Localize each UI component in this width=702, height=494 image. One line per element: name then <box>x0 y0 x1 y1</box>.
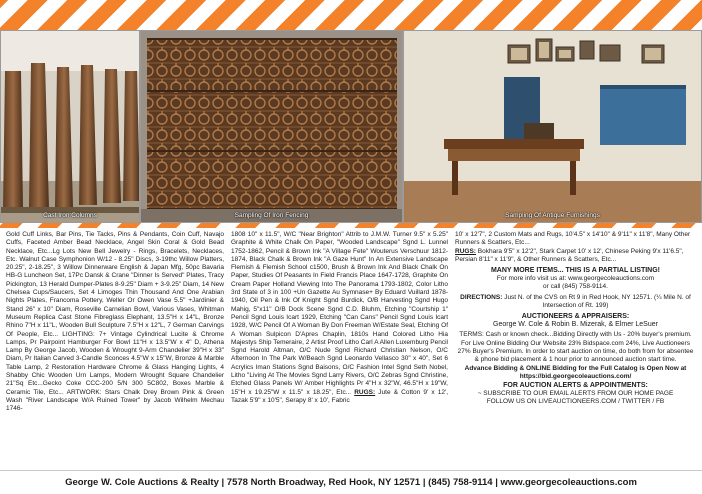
directions-paragraph <box>455 294 696 311</box>
directions-label: DIRECTIONS: <box>460 293 503 301</box>
alerts-follow-line: FOLLOW US ON LIVEAUCTIONEERS.COM / TWITTER / FB <box>486 398 665 406</box>
listing-column-3 <box>452 228 702 470</box>
artwork-listing-text: 1808 10" x 11.5", W/C "Near Brighton" Attrib to J.M.W. Turner 9.5" x 5.25" Graphite & White Chalk On Paper, "Wooded Landscape" Sgnd L. Lunnel 1752-1862, Pencil & Brown Ink "A Village Fete" Wouterus Verschuur 1812-1874, Black Chalk & Brown Ink "A Gaze Hunt" In An Extensive Landscape Flemish & Flemish School c1500, Brush & Brown Ink And Black Chalk On Paper, Studies Of Peasants In Field Francis Place 1647-1728, Graphite On Cream Paper Holland Viewing Into The Panorama 1793-1802, Color Litho 3rd State of 3 in 100 +Un Gazette Au Symnase+ By Eduard Vuillard 1878-1940, Oil Pen & Ink Of Knight Sgnd Burdick, O/B Harvesting Sgnd Hugo Mahig, 5"x11" O/B Dock Scene Sgnd C.D. Bluhm, Etching "Courtship 1" Pencil Sgnd Louis Icart 1929, Etching "Can Cans" Pencil Sgnd Louis Icart 1928, W/C Pencil Of A Woman By Don Freeman W/Estate Seal, Etching Of A Woman Sulpicon D'Apres Chaplin, 1810s Hand Colored Litho Hia Majestys Ship Temeraire, 2 Artist Proof Litho Carl A Allen Luxemburg Pencil Sgnd Harold Altman, O/C Nude Sgnd Richard Christian Nelson, O/C Afternoon In The Park W/Beach Sgnd Leonardo Vellasco 30" x 40", Set 6 Acrylics Iman Stations Sgnd Baisons, O/C Fashion Intel Sgnd Seth Nobel, Litho "Living At The Movies Sgnd Larry Rivers, O/C Zebras Sgnd Christine, Etched Glass Panels W/ Amber Highlights Pr 4"H x 32"W, 46.5"H x 19"W, 15"H x 19.25"W x 11.5" x 18.25", Etc... <box>231 231 448 396</box>
alerts-block <box>455 381 696 406</box>
alerts-heading: FOR AUCTION ALERTS & APPOINTMENTS: <box>503 382 648 390</box>
listing-column-1 <box>0 228 228 470</box>
cast-iron-columns-image <box>1 31 140 223</box>
runners-text: 10' x 12'7", 2 Custom Mats and Rugs, 10'4.5" x 14'10" & 9'11" x 11'8", Many Other Runners & Scatters, Etc... <box>455 231 691 247</box>
photo-caption: Cast Iron Columns <box>43 212 97 219</box>
phone-line: or call (845) 758-9114. <box>543 283 608 291</box>
auctioneers-names: George W. Cole & Robin B. Mizerak, & Elmer LeSuer <box>493 321 658 329</box>
photo-caption: Sampling Of Iron Fencing <box>234 212 309 219</box>
more-info-block <box>455 266 696 291</box>
photo-caption: Sampling Of Antique Furnishings <box>505 212 600 219</box>
rugs-label: RUGS: <box>455 247 476 255</box>
listing-text: Gold Cuff Links, Bar Pins, Tie Tacks, Pins & Pendants, Coin Cuff, Navajo Cuffs, Faceted Amber Bead Necklace, Angel Skin Coral & Gold Bead Necklace, Etc...Lg Lots New Bell Jewelry - Rings, Bracelets, Necklaces, Etc. Walnut Case Symphonion W/12 - 8.25" Discs, 3-19thc Willow Platters, 20.25", 2-18.25", 3 Willow Dinnerware English & Japan Mfg, 50pc Bavaria HB-G Luncheon Set, 17Pc Dansk & Crane "Dinner Is Served" Plates, Tracy Pickington, 13 Herald Dumper-Plates 8-9.25" Diam + 3-9.25" Diam, 14 New Chelsea Cups/Saucers, Set 4 Limoges Thin Thousand And One Arabian Nights Plates, Francoma Pottery, Weller Or Owen Vase 5.5" +Jardinier & Stand 26" x 10" Diam, Roseville Carnelian Bowl, Various Vases, Whitman Museum Replica Cast Stone Fibreglass Elephant, 13.5"H x 14"L, Bronze Rhino 7"H x 11"L, Wooden Bull Sculpture 7.5"H x 12"L, 7 German Carvings Of People, Etc... LIGHTING: 7+ Vintage Cylindrical Lucite & Chrome Lamps, Pr Pairpoint Hamburger For Bowl 11"H x 13.5"W x 4" D, Athena Lamp By George Jacob, Wooden & Wrought 9-Arm Chandelier 39"H x 33" Diam, Pr Italian Carved 3-Candle Sconces 4.5"W x 15"W, Bronze & Marble Table Lamp, 2 Restoration Hardware Chrome & Glass Hanging Lights, 4 Shabby Chic Wooden Urn Lamps, Modern Wrought Square Chandelier 21"Sq Etc...Gecko Coke CCC-200 5/N 300 5C802, Boxes Marble & Ceramic Tile, Etc... ARTWORK: Stars Chalk Drey Brown Pink & Green Wash "River Landscape W/A Ruined Tower" by Jacob Wilhelm Mechau 1746- <box>6 231 224 413</box>
antique-furnishings-image <box>404 31 702 223</box>
auctioneers-heading: AUCTIONEERS & APPRAISERS: <box>521 313 630 321</box>
advance-bidding-text: Advance Bidding & ONLINE Bidding for the Full Catalog is Open Now at https://bid.georgecoleauctions.com/ <box>464 364 687 380</box>
website-line: For more info visit us at: www.georgecoleauctions.com <box>496 275 655 283</box>
photo-iron-fencing <box>140 30 403 223</box>
rugs-label: RUGS: <box>354 388 376 396</box>
auctioneers-block <box>455 312 696 329</box>
rugs-text: Bokhara 9'5" x 12'2", Stark Carpet 10' x 12', Chinese Peking 9'x 11'6.5", Persian 8'11" x 11'9", & Other Runners & Scatters, Etc... <box>455 247 684 263</box>
alerts-subscribe-line: ~ SUBSCRIBE TO OUR EMAIL ALERTS FROM OUR HOME PAGE <box>477 390 674 398</box>
photo-cast-iron-columns <box>0 30 140 223</box>
footer-contact-bar: George W. Cole Auctions & Realty | 7578 North Broadway, Red Hook, NY 12571 | (845) 758-9114 | www.georgecoleauctions.com <box>0 470 702 494</box>
photo-antique-furnishings <box>403 30 702 223</box>
directions-text: Just N. of the CVS on Rt 9 in Red Hook, NY 12571. (¼ Mile N. of Intersection of Rt. 199) <box>504 293 691 309</box>
terms-text: TERMS: Cash or known check...Bidding Directly with Us - 20% buyer's premium. For Live Online Bidding Our Website 23% Bidspace.com 24%, Live Auctioneers 27% Buyer's Premium. In order to start auction on time, do both from for absentee & phone bid placement & 1 hour prior to announced auction start time. <box>457 331 694 364</box>
more-items-heading: MANY MORE ITEMS... THIS IS A PARTIAL LISTING! <box>490 267 661 275</box>
iron-fencing-image <box>141 31 403 223</box>
listing-text <box>231 231 448 405</box>
listing-column-2 <box>228 228 452 470</box>
rugs-paragraph <box>455 248 696 265</box>
rugs-text: Jute & Cotton 9' x 12', Tazak 5'9" x 10'5", Serapy 8' x 10', Fabric <box>231 388 448 404</box>
